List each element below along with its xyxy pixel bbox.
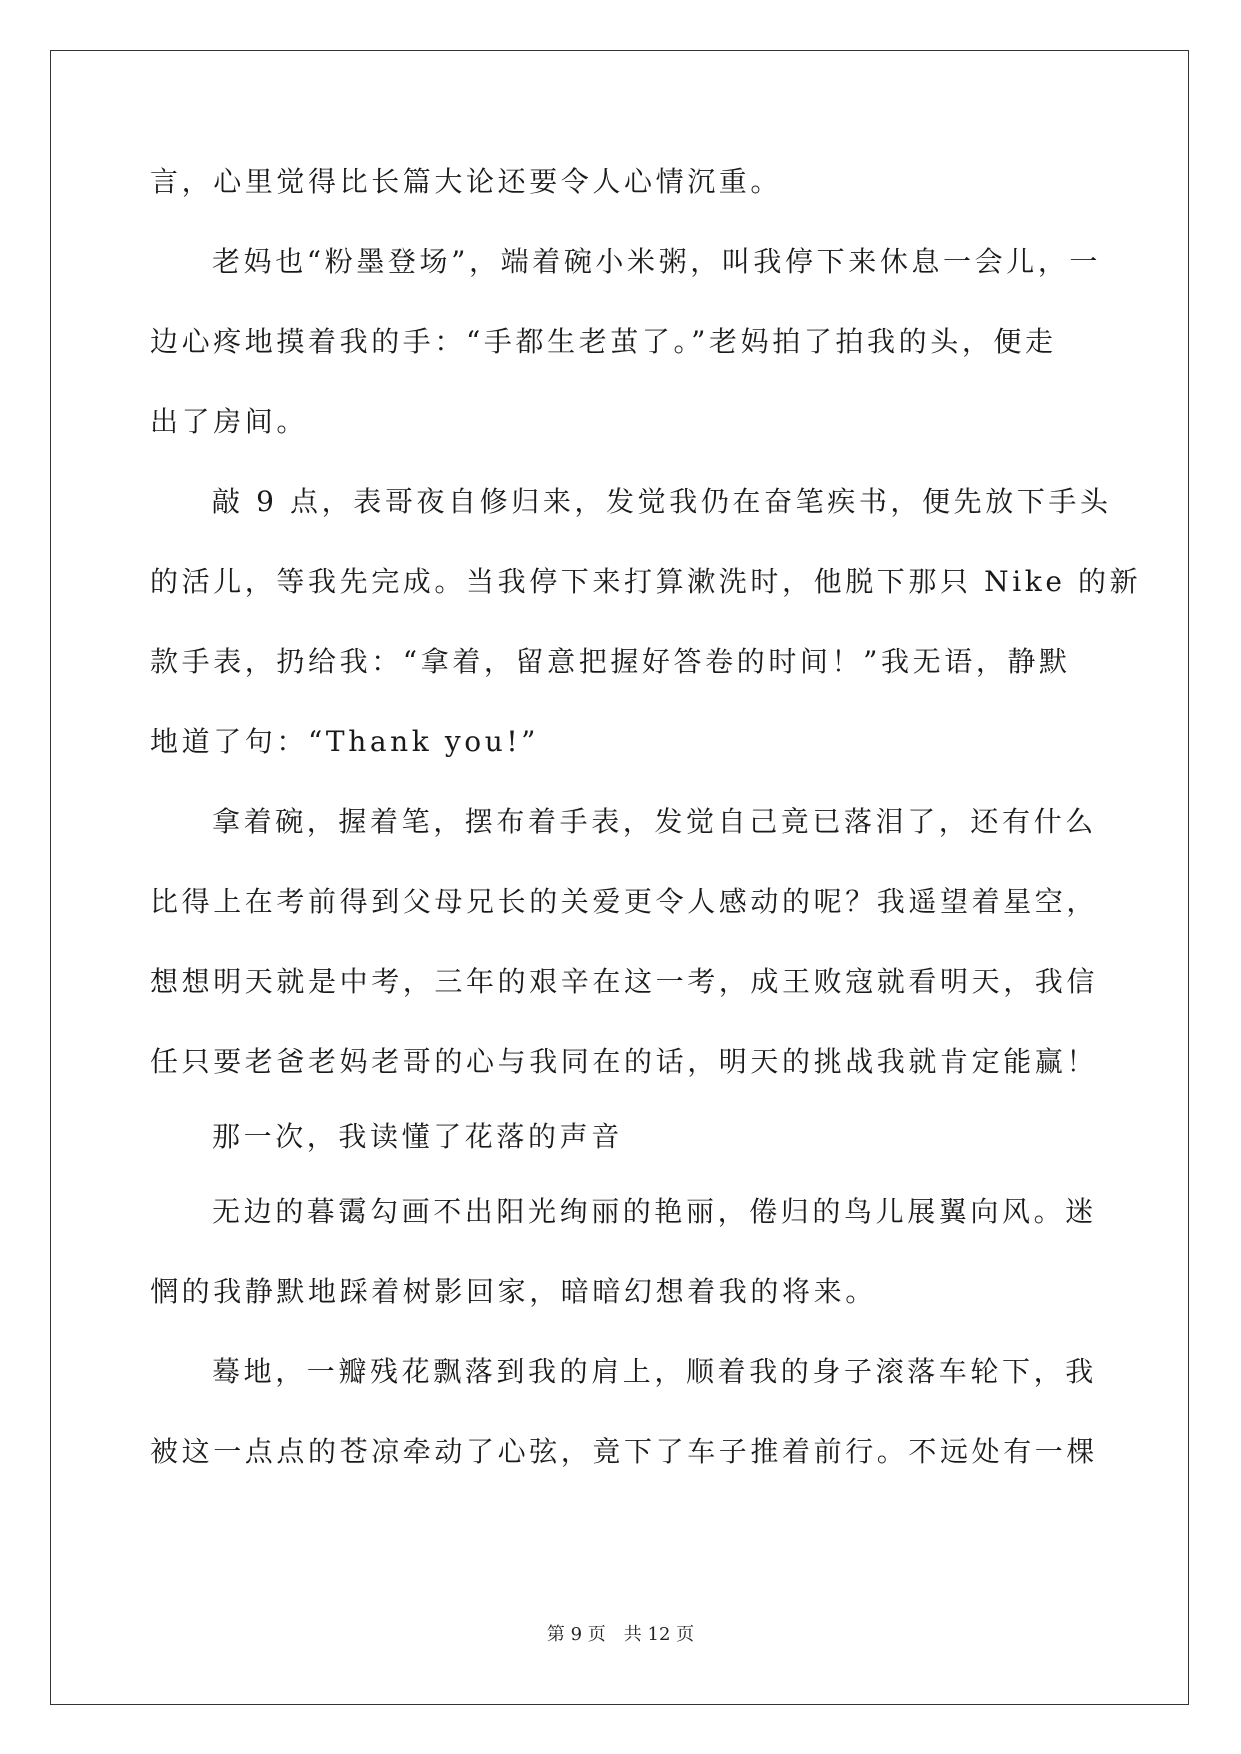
page-total: 共 12 页: [623, 1624, 695, 1645]
text-line: 惘的我静默地踩着树影回家，暗暗幻想着我的将来。: [150, 1275, 877, 1308]
document-body: [150, 160, 1142, 1510]
page-number: 第 9 页: [546, 1624, 606, 1645]
text-line: 的活儿，等我先完成。当我停下来打算漱洗时，他脱下那只 Nike 的新: [150, 565, 1142, 598]
text-line: 想想明天就是中考，三年的艰辛在这一考，成王败寇就看明天，我信: [150, 965, 1099, 998]
text-line: 拿着碗，握着笔，摆布着手表，发觉自己竟已落泪了，还有什么: [212, 805, 1097, 838]
text-line: 任只要老爸老妈老哥的心与我同在的话，明天的挑战我就肯定能赢！: [150, 1045, 1099, 1078]
text-line: 敲 9 点，表哥夜自修归来，发觉我仍在奋笔疾书，便先放下手头: [212, 485, 1112, 518]
text-line: 被这一点点的苍凉牵动了心弦，竟下了车子推着前行。不远处有一棵: [150, 1435, 1099, 1468]
text-line: 无边的暮霭勾画不出阳光绚丽的艳丽，倦归的鸟儿展翼向风。迷: [212, 1195, 1097, 1228]
section-heading: 那一次，我读懂了花落的声音: [212, 1120, 623, 1153]
text-line: 款手表，扔给我：“拿着，留意把握好答卷的时间！”我无语，静默: [150, 645, 1071, 678]
text-line: 蓦地，一瓣残花飘落到我的肩上，顺着我的身子滚落车轮下，我: [212, 1355, 1097, 1388]
text-line: 老妈也“粉墨登场”，端着碗小米粥，叫我停下来休息一会儿，一: [212, 245, 1102, 278]
text-line: 比得上在考前得到父母兄长的关爱更令人感动的呢？我遥望着星空，: [150, 885, 1099, 918]
text-line: 出了房间。: [150, 405, 309, 438]
page-footer: [0, 1620, 1241, 1646]
text-line: 地道了句：“Thank you!”: [150, 725, 540, 758]
text-line: 言，心里觉得比长篇大论还要令人心情沉重。: [150, 165, 783, 198]
text-line: 边心疼地摸着我的手：“手都生老茧了。”老妈拍了拍我的头，便走: [150, 325, 1057, 358]
